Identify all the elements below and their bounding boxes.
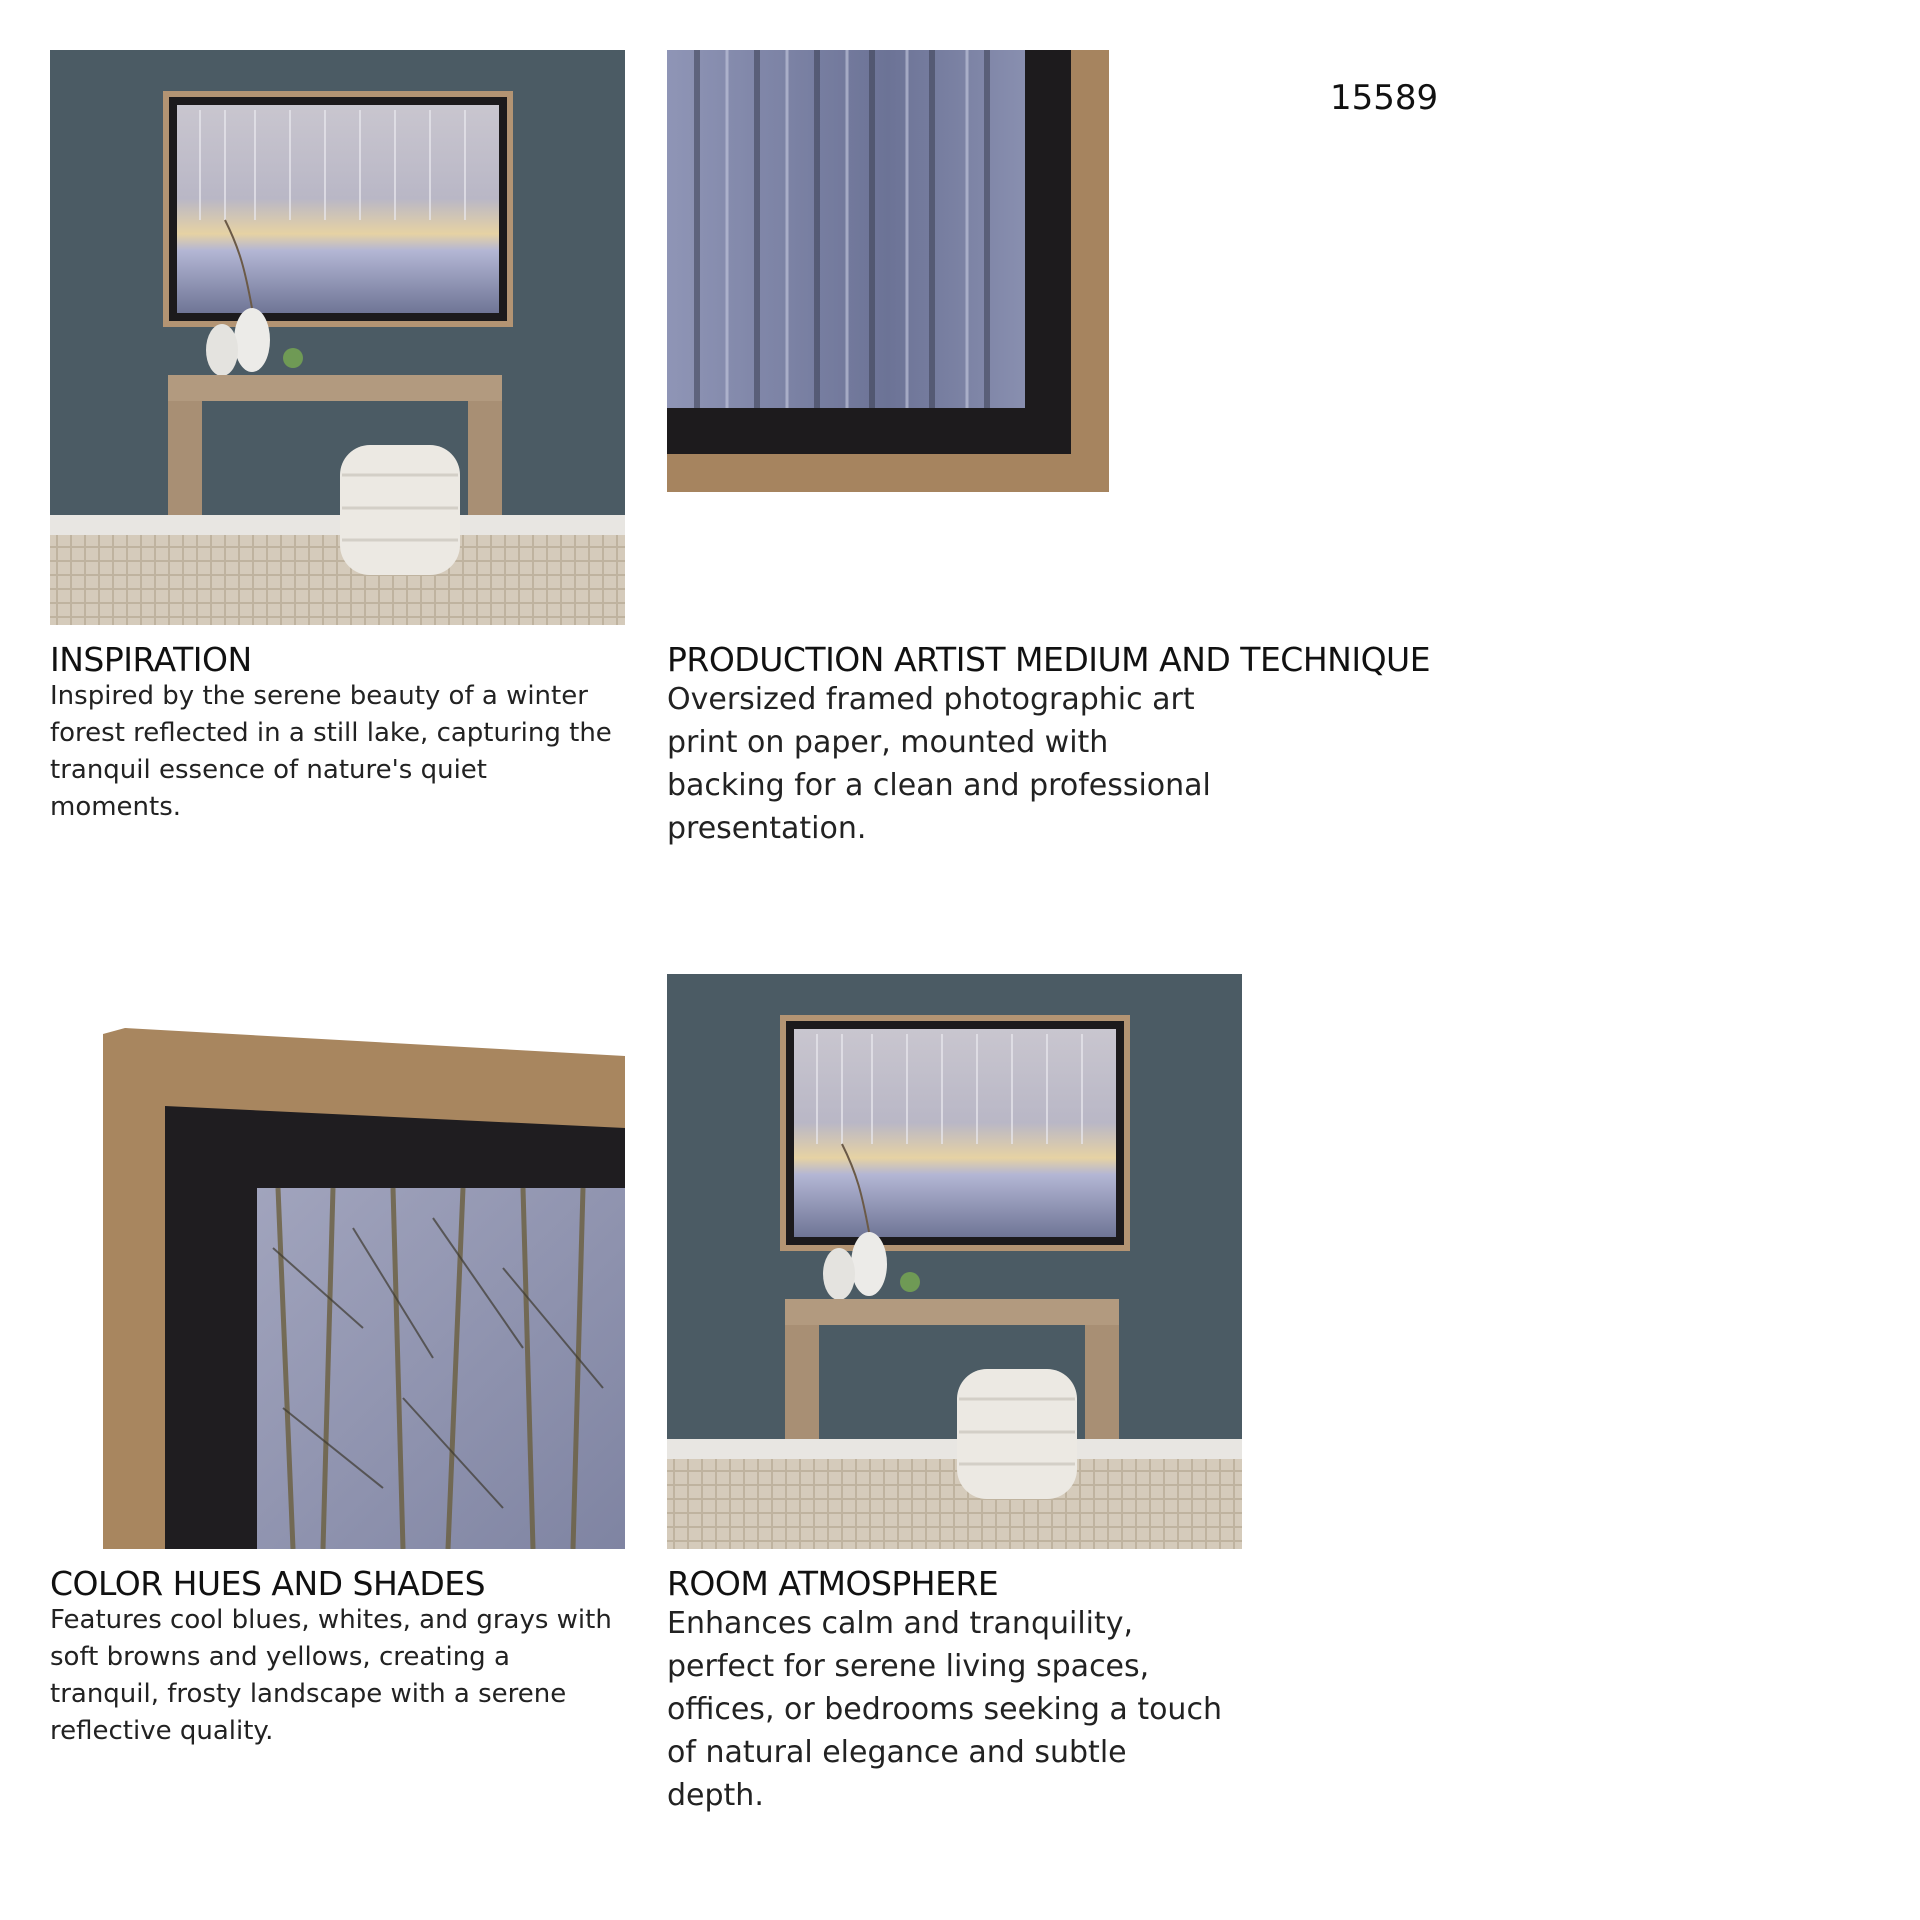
color-body: Features cool blues, whites, and grays with soft browns and yellows, creating a tranquil, frosty landscape with a serene reflective quality. [50,1605,612,1746]
inspiration-body: Inspired by the serene beauty of a winter forest reflected in a still lake, capturing the tranquil essence of nature's quiet moments. [50,681,612,822]
frame-detail-photo-1 [667,50,1109,492]
production-heading: PRODUCTION ARTIST MEDIUM AND TECHNIQUE [667,640,1431,679]
room-scene-photo-1 [50,50,625,625]
room-body: Enhances calm and tranquility, perfect for serene living spaces, offices, or bedrooms seeking a touch of natural elegance and subtle depth. [667,1606,1222,1813]
frame-detail-photo-2 [103,1028,625,1549]
room-heading: ROOM ATMOSPHERE [667,1564,999,1603]
room-scene-photo-2 [667,974,1242,1549]
color-heading: COLOR HUES AND SHADES [50,1564,486,1603]
product-sku: 15589 [1330,78,1439,118]
inspiration-heading: INSPIRATION [50,640,252,679]
production-body: Oversized framed photographic art print on paper, mounted with backing for a clean and professional presentation. [667,682,1211,846]
